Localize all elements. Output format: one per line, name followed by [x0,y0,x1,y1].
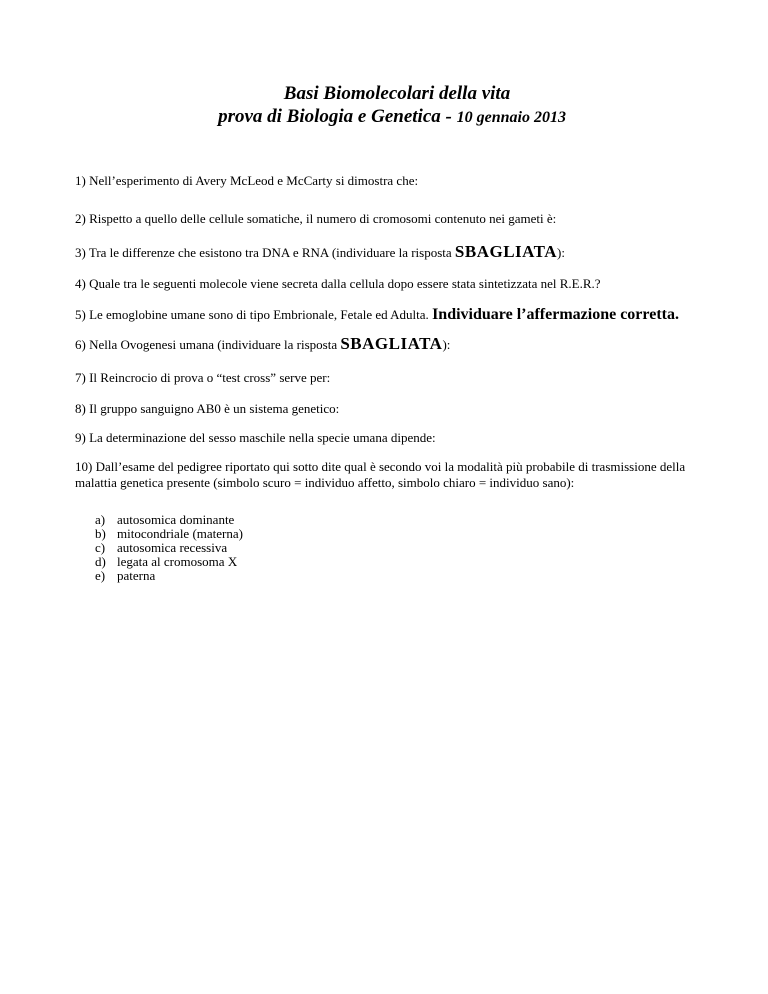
answer-text: legata al cromosoma X [117,554,238,569]
question-6 [75,336,695,353]
question-5-text: 5) Le emoglobine umane sono di tipo Embrionale, Fetale ed Adulta. [75,307,433,322]
document-subtitle [16,105,768,129]
answer-list [95,513,243,583]
question-2: 2) Rispetto a quello delle cellule somatiche, il numero di cromosomi contenuto nei gameti è: [75,211,557,226]
question-8: 8) Il gruppo sanguigno AB0 è un sistema genetico: [75,401,340,416]
answer-text: paterna [117,568,156,583]
question-1: 1) Nell’esperimento di Avery McLeod e McCarty si dimostra che: [75,173,419,188]
question-7: 7) Il Reincrocio di prova o “test cross” serve per: [75,370,331,385]
answer-option-d [95,555,243,569]
question-6-text: 6) Nella Ovogenesi umana (individuare la risposta [75,337,341,352]
question-6-emphasis: SBAGLIATA [340,334,443,353]
answer-letter: c) [95,540,106,555]
answer-option-e [95,569,243,583]
answer-option-a [95,513,243,527]
question-3 [75,244,695,261]
answer-option-c [95,541,243,555]
answer-option-b [95,527,243,541]
question-4: 4) Quale tra le seguenti molecole viene secreta dalla cellula dopo essere stata sintetizzata nel R.E.R.? [75,276,601,291]
answer-text: autosomica dominante [117,512,235,527]
subtitle-text: prova di Biologia e Genetica - [218,106,457,127]
answer-letter: d) [95,554,106,569]
answer-text: mitocondriale (materna) [117,526,243,541]
question-10: 10) Dall’esame del pedigree riportato qui sotto dite qual è secondo voi la modalità più probabile di trasmissione della malattia genetica presente (simbolo scuro = individuo affetto, simbolo chiaro = individuo sano): [75,459,686,490]
document-title: Basi Biomolecolari della vita [283,83,511,104]
question-3-emphasis: SBAGLIATA [454,242,558,261]
question-5 [75,307,695,323]
exam-date: 10 gennaio 2013 [456,109,566,126]
question-3-suffix: ): [557,245,565,260]
question-6-suffix: ): [442,337,451,352]
question-3-text: 3) Tra le differenze che esistono tra DNA e RNA (individuare la risposta [75,245,455,260]
answer-letter: a) [95,512,106,527]
question-9: 9) La determinazione del sesso maschile nella specie umana dipende: [75,430,436,445]
answer-letter: b) [95,526,106,541]
answer-text: autosomica recessiva [117,540,228,555]
document-header [0,82,768,129]
answer-letter: e) [95,568,106,583]
question-5-emphasis: Individuare l’affermazione corretta. [432,306,679,323]
